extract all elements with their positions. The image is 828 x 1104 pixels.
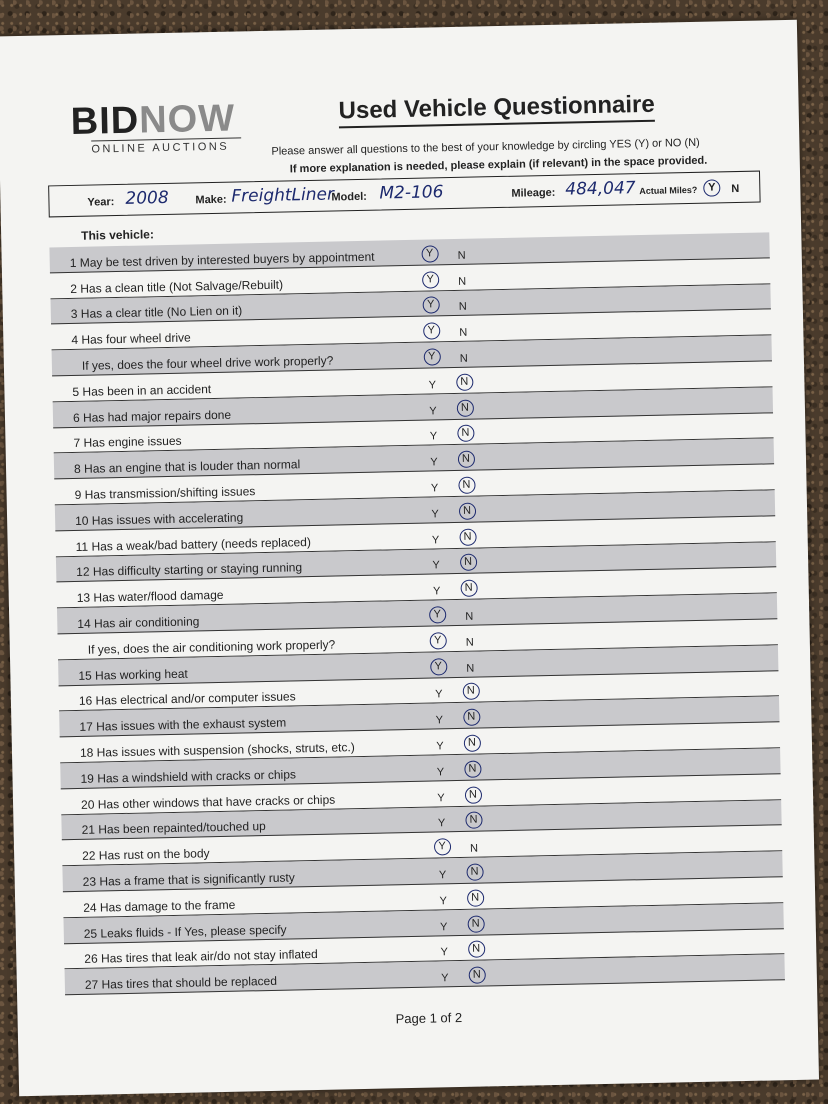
yes-option[interactable]: Y — [436, 766, 445, 779]
yes-option[interactable]: Y — [432, 585, 441, 598]
answer-yes[interactable] — [423, 431, 443, 443]
answer-yes[interactable] — [428, 632, 448, 649]
answer-no[interactable] — [466, 941, 486, 958]
yes-option[interactable]: Y — [437, 817, 446, 830]
yes-option[interactable]: Y — [441, 972, 449, 985]
yes-option[interactable]: Y — [431, 508, 439, 521]
yes-option[interactable]: Y — [422, 297, 439, 314]
section-label: This vehicle: — [81, 227, 155, 243]
question-text: 2 Has a clean title (Not Salvage/Rebuilt) — [70, 277, 284, 296]
yes-option[interactable]: Y — [439, 920, 448, 933]
question-text: 15 Has working heat — [78, 666, 188, 683]
answer-yes[interactable] — [430, 766, 450, 778]
answer-yes[interactable] — [427, 606, 447, 623]
question-text: 9 Has transmission/shifting issues — [74, 484, 256, 502]
answer-yes[interactable] — [431, 792, 451, 804]
question-text: 3 Has a clear title (No Lien on it) — [70, 303, 243, 322]
question-text: 17 Has issues with the exhaust system — [79, 715, 287, 735]
logo-bid: BID — [70, 99, 140, 143]
no-option[interactable]: N — [459, 326, 468, 340]
no-option[interactable]: N — [466, 863, 483, 880]
no-option[interactable]: N — [457, 451, 474, 468]
logo-now: NOW — [138, 97, 236, 142]
question-text: 26 Has tires that leak air/do not stay inflated — [84, 947, 318, 967]
answer-yes[interactable] — [431, 817, 451, 829]
answer-no[interactable] — [454, 373, 474, 390]
no-option[interactable]: N — [468, 941, 485, 958]
answer-yes[interactable] — [422, 379, 442, 391]
answer-no[interactable] — [452, 275, 472, 287]
question-text: 20 Has other windows that have cracks or chips — [80, 792, 336, 812]
question-text: 14 Has air conditioning — [77, 614, 200, 631]
answer-no[interactable] — [453, 301, 473, 313]
no-option[interactable]: N — [465, 610, 474, 623]
yes-option[interactable]: Y — [438, 869, 447, 882]
yes-option[interactable]: Y — [432, 559, 440, 572]
yes-option[interactable]: Y — [433, 838, 450, 855]
instructions-line-2: If more explanation is needed, please explain (if relevant) in the space provided. — [289, 154, 708, 176]
yes-option[interactable]: Y — [435, 688, 443, 701]
answer-no[interactable] — [462, 760, 482, 777]
question-text: 10 Has issues with accelerating — [74, 510, 244, 528]
yes-option[interactable]: Y — [421, 245, 438, 262]
no-option[interactable]: N — [465, 636, 474, 649]
question-text: 22 Has rust on the body — [82, 846, 210, 864]
answer-yes[interactable] — [427, 585, 447, 597]
year-label: Year: — [87, 196, 115, 209]
no-option[interactable]: N — [464, 760, 481, 777]
answer-yes[interactable] — [430, 740, 450, 752]
answer-yes[interactable] — [424, 456, 444, 468]
no-option[interactable]: N — [456, 373, 473, 390]
answer-no[interactable] — [455, 399, 475, 416]
no-option[interactable]: N — [456, 399, 473, 416]
answer-yes[interactable] — [424, 482, 444, 494]
no-option[interactable]: N — [457, 425, 474, 442]
question-text: 19 Has a windshield with cracks or chips — [80, 767, 297, 786]
no-option[interactable]: N — [460, 580, 477, 597]
answer-yes[interactable] — [422, 348, 442, 365]
answer-yes[interactable] — [426, 534, 446, 546]
answer-no[interactable] — [458, 554, 478, 571]
actual-miles-yes[interactable]: Y — [703, 179, 720, 196]
yes-option[interactable]: Y — [431, 533, 440, 547]
answer-no[interactable] — [462, 734, 482, 751]
answer-no[interactable] — [460, 636, 480, 648]
question-text: 7 Has engine issues — [73, 434, 182, 451]
question-text: 4 Has four wheel drive — [71, 330, 191, 348]
answer-no[interactable] — [464, 863, 484, 880]
answer-no[interactable] — [463, 812, 483, 829]
answer-no[interactable] — [463, 786, 483, 803]
yes-option[interactable]: Y — [430, 658, 447, 675]
answer-no[interactable] — [453, 327, 473, 339]
answer-yes[interactable] — [423, 405, 443, 417]
mileage-value[interactable]: 484,047 — [565, 178, 636, 200]
make-value[interactable]: FreightLiner — [231, 184, 335, 207]
question-text: 21 Has been repainted/touched up — [81, 819, 266, 838]
answer-no[interactable] — [459, 610, 479, 622]
yes-option[interactable]: Y — [439, 894, 447, 908]
no-option[interactable]: N — [466, 662, 475, 675]
no-option[interactable]: N — [466, 889, 483, 906]
answer-no[interactable] — [455, 425, 475, 442]
no-option[interactable]: N — [457, 249, 466, 262]
vehicle-info-box — [48, 171, 761, 218]
logo-wordmark — [70, 99, 241, 141]
answer-no[interactable] — [461, 709, 481, 726]
answer-yes[interactable] — [419, 245, 439, 262]
yes-option[interactable]: Y — [421, 271, 438, 288]
answer-yes[interactable] — [433, 869, 453, 881]
yes-option[interactable]: Y — [437, 791, 445, 804]
no-option[interactable]: N — [459, 554, 476, 571]
no-option[interactable]: N — [458, 477, 475, 494]
bidnow-logo — [70, 99, 241, 156]
answer-yes[interactable] — [434, 946, 454, 958]
answer-no[interactable] — [457, 502, 477, 519]
no-option[interactable]: N — [464, 786, 481, 803]
question-text: 6 Has had major repairs done — [72, 407, 232, 425]
yes-option[interactable]: Y — [430, 456, 438, 469]
answer-yes[interactable] — [420, 271, 440, 288]
no-option[interactable]: N — [459, 352, 468, 365]
question-text: 8 Has an engine that is louder than normal — [73, 457, 301, 477]
answer-yes[interactable] — [433, 895, 453, 907]
mileage-label: Mileage: — [511, 186, 556, 200]
actual-miles-label: Actual Miles? — [639, 184, 698, 197]
question-text: 5 Has been in an accident — [72, 381, 212, 399]
answer-no[interactable] — [452, 249, 472, 261]
question-text: 23 Has a frame that is significantly rusty — [82, 870, 295, 889]
question-text: 1 May be test driven by interested buyers by appointment — [69, 249, 375, 270]
question-text: 11 Has a weak/bad battery (needs replaced) — [75, 534, 312, 554]
answer-no[interactable] — [456, 451, 476, 468]
no-option[interactable]: N — [458, 275, 467, 288]
answer-no[interactable] — [458, 580, 478, 597]
question-text: 25 Leaks fluids - If Yes, please specify — [83, 922, 287, 941]
question-text: 24 Has damage to the frame — [83, 897, 236, 915]
yes-option[interactable]: Y — [429, 404, 437, 418]
yes-option[interactable]: Y — [423, 348, 440, 365]
no-option[interactable]: N — [468, 967, 485, 984]
yes-option[interactable]: Y — [436, 740, 444, 753]
page-number: Page 1 of 2 — [395, 1009, 463, 1027]
question-text: 12 Has difficulty starting or staying running — [76, 560, 303, 580]
yes-option[interactable]: Y — [440, 946, 449, 959]
yes-option[interactable]: Y — [428, 379, 437, 392]
question-text: 27 Has tires that should be replaced — [84, 973, 278, 992]
answer-yes[interactable] — [429, 689, 449, 701]
answer-no[interactable] — [464, 843, 484, 855]
no-option[interactable]: N — [467, 915, 484, 932]
actual-miles-no[interactable]: N — [731, 182, 740, 196]
answer-yes[interactable] — [425, 508, 445, 520]
question-text: 16 Has electrical and/or computer issues — [78, 689, 296, 709]
no-option[interactable]: N — [462, 683, 479, 700]
answer-yes[interactable] — [421, 297, 441, 314]
make-label: Make: — [195, 193, 227, 207]
answer-no[interactable] — [461, 683, 481, 700]
instructions-line-1: Please answer all questions to the best of your knowledge by circling YES (Y) or NO (N) — [271, 136, 700, 158]
yes-option[interactable]: Y — [429, 606, 446, 623]
question-text: 13 Has water/flood damage — [76, 588, 224, 606]
answer-no[interactable] — [457, 528, 477, 545]
answer-no[interactable] — [465, 915, 485, 932]
answer-yes[interactable] — [428, 658, 448, 675]
yes-option[interactable]: Y — [430, 482, 439, 495]
answer-yes[interactable] — [435, 972, 455, 984]
model-value[interactable]: M2-106 — [379, 182, 444, 204]
no-option[interactable]: N — [463, 709, 480, 726]
yes-option[interactable]: Y — [423, 322, 440, 339]
yes-option[interactable]: Y — [429, 632, 446, 649]
page-title: Used Vehicle Questionnaire — [338, 91, 655, 129]
answer-no[interactable] — [454, 353, 474, 365]
question-text: If yes, does the four wheel drive work properly? — [81, 353, 334, 373]
question-text: 18 Has issues with suspension (shocks, struts, etc.) — [79, 740, 355, 760]
year-value[interactable]: 2008 — [125, 187, 169, 209]
no-option[interactable]: N — [465, 812, 482, 829]
answer-yes[interactable] — [426, 560, 446, 572]
answer-no[interactable] — [456, 477, 476, 494]
no-option[interactable]: N — [458, 301, 467, 314]
answer-yes[interactable] — [432, 838, 452, 855]
answer-no[interactable] — [467, 967, 487, 984]
no-option[interactable]: N — [458, 502, 475, 519]
answer-no[interactable] — [465, 889, 485, 906]
yes-option[interactable]: Y — [435, 714, 444, 727]
model-label: Model: — [331, 190, 368, 204]
yes-option[interactable]: Y — [429, 430, 438, 443]
question-text: If yes, does the air conditioning work properly? — [87, 637, 336, 657]
no-option[interactable]: N — [463, 734, 480, 751]
no-option[interactable]: N — [469, 842, 479, 855]
answer-yes[interactable] — [434, 921, 454, 933]
answer-no[interactable] — [460, 662, 480, 674]
answer-yes[interactable] — [421, 322, 441, 339]
question-list — [49, 232, 785, 995]
questionnaire-page — [0, 20, 819, 1097]
no-option[interactable]: N — [459, 528, 476, 545]
answer-yes[interactable] — [429, 714, 449, 726]
logo-subtitle: ONLINE AUCTIONS — [91, 137, 241, 155]
